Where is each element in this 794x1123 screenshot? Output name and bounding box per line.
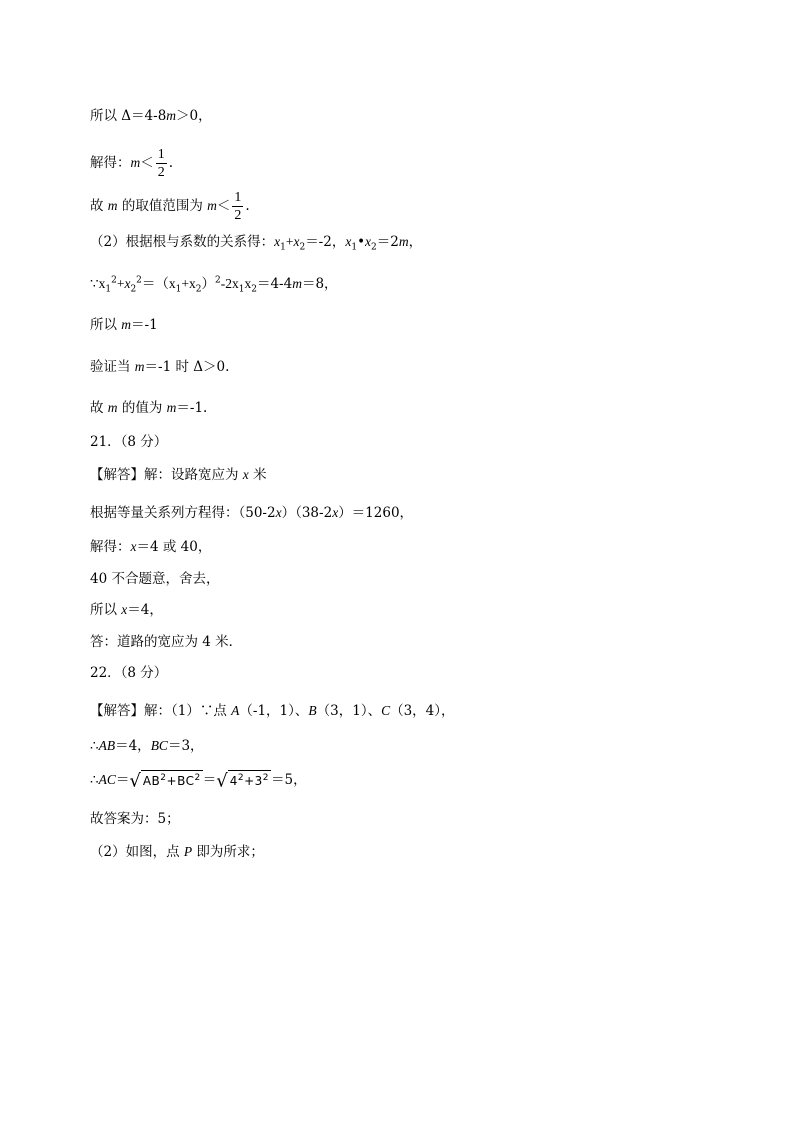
superscript: 2 <box>215 275 221 286</box>
superscript: 2 <box>262 773 270 783</box>
var-m: m <box>107 400 118 415</box>
square-root-2 <box>216 770 271 791</box>
subscript: 1 <box>105 284 112 295</box>
line-discard <box>90 570 219 588</box>
text: . <box>245 198 250 214</box>
text: 的值为 <box>117 400 167 416</box>
question-22-heading <box>90 664 167 682</box>
line-vieta <box>90 233 422 251</box>
text: ＜ <box>216 198 231 214</box>
line-x-value <box>90 601 163 619</box>
line-verify <box>90 358 229 376</box>
denominator: 2 <box>234 208 242 223</box>
var-x: x <box>244 276 252 291</box>
var-m: m <box>166 108 177 123</box>
text: 40 不合题意，舍去， <box>90 571 220 587</box>
text: 【解答】解：（1）∵点 <box>90 703 232 719</box>
line-ac-length <box>90 770 307 791</box>
text: 答：道路的宽应为 4 米． <box>90 634 243 650</box>
text: +3 <box>244 774 263 788</box>
point-p: P <box>183 844 193 859</box>
line-q21-answer <box>90 466 267 484</box>
text: 故 <box>90 198 108 214</box>
text: ＝-1 时 Δ＞0. <box>144 359 230 375</box>
text: ＞0， <box>176 108 212 124</box>
text: 解得： <box>90 155 131 171</box>
text: • <box>357 234 366 250</box>
text: ＝8， <box>301 276 338 292</box>
line-part-2 <box>90 843 264 861</box>
superscript: 2 <box>111 275 117 286</box>
text: 解得： <box>90 539 131 555</box>
subscript: 1 <box>238 284 245 295</box>
numerator: 1 <box>234 190 242 205</box>
text: ＝3， <box>167 738 204 754</box>
because-symbol: ∵ <box>90 276 99 292</box>
subscript: 1 <box>175 284 182 295</box>
fraction-half <box>232 189 243 224</box>
point-b: B <box>308 703 317 718</box>
text: （3，1）、 <box>316 703 382 719</box>
text: ＝4， <box>127 602 163 618</box>
text: 根据等量关系列方程得：（50-2 <box>90 505 276 521</box>
var-m: m <box>130 155 141 170</box>
text: ＝-2， <box>305 234 346 250</box>
square-root-1 <box>129 770 202 791</box>
text: （2）如图，点 <box>90 844 184 860</box>
var-x: x <box>242 467 249 482</box>
radicand <box>141 770 203 790</box>
text: ）＝1260， <box>338 505 414 521</box>
subscript: 2 <box>299 242 306 253</box>
segment-bc: BC <box>150 738 168 753</box>
text: ＝-1. <box>176 400 208 416</box>
superscript: 2 <box>194 773 201 783</box>
var-x: x <box>189 276 196 291</box>
var-m: m <box>207 198 217 213</box>
line-lengths <box>90 737 204 755</box>
text: ＝4， <box>115 738 151 754</box>
superscript: 2 <box>160 773 167 783</box>
var-x: x <box>231 276 239 291</box>
text: ＝ <box>115 771 130 788</box>
var-x: x <box>345 234 352 249</box>
var-x: x <box>365 234 372 249</box>
text: ） <box>201 276 215 292</box>
text: （3，4）， <box>390 703 455 719</box>
text: 所以 <box>90 317 122 333</box>
var-x: x <box>332 505 339 520</box>
var-x: x <box>275 505 282 520</box>
var-x: x <box>130 539 137 554</box>
text: ＝4 或 40， <box>136 539 212 555</box>
line-solve-m <box>90 146 173 181</box>
point-a: A <box>231 703 240 718</box>
text: ＝-1 <box>131 317 158 333</box>
line-solutions <box>90 538 211 556</box>
radical-sign: √ <box>216 770 228 792</box>
text: 【解答】解：设路宽应为 <box>90 467 243 483</box>
var-m: m <box>292 276 302 291</box>
text: . <box>168 155 174 171</box>
var-m: m <box>166 400 177 415</box>
text: 4 <box>229 774 238 788</box>
segment-ac: AC <box>98 771 116 787</box>
text: ＝2 <box>376 234 399 250</box>
text: + <box>116 276 125 291</box>
var-m: m <box>134 359 145 374</box>
superscript: 2 <box>136 275 142 286</box>
line-delta <box>90 107 212 125</box>
line-sum-squares <box>90 275 338 293</box>
line-equation <box>90 504 413 522</box>
text: （2）根据根与系数的关系得： <box>90 234 275 250</box>
text: ＝4-4 <box>256 276 293 292</box>
text: ， <box>408 234 423 250</box>
subscript: 2 <box>251 284 257 295</box>
var-x: x <box>274 234 281 249</box>
segment-ab: AB <box>98 738 116 753</box>
question-21-heading <box>90 433 167 451</box>
numerator: 1 <box>157 147 165 162</box>
text: +BC <box>166 774 195 788</box>
superscript: 2 <box>237 773 245 783</box>
text: + <box>181 276 190 291</box>
line-answer-21 <box>90 633 242 651</box>
var-m: m <box>398 234 409 249</box>
subscript: 2 <box>195 284 202 295</box>
therefore-symbol: ∴ <box>90 771 99 788</box>
subscript: 2 <box>371 242 377 253</box>
text: AB <box>142 774 161 788</box>
radical-sign: √ <box>129 770 141 792</box>
text: 22．（8 分） <box>90 665 168 681</box>
var-m: m <box>121 317 132 332</box>
text: ＜ <box>140 155 154 171</box>
text: + <box>285 234 294 249</box>
text: 所以 Δ＝4-8 <box>90 108 167 124</box>
line-points <box>90 702 455 720</box>
line-conclusion <box>90 399 207 417</box>
var-x: x <box>124 276 131 291</box>
therefore-symbol: ∴ <box>90 738 99 754</box>
text: ＝5， <box>271 771 307 788</box>
fraction-half <box>156 146 167 181</box>
text: -2 <box>220 276 232 291</box>
text: 故答案为：5； <box>90 811 180 827</box>
text: 故 <box>90 400 108 416</box>
subscript: 1 <box>280 242 286 253</box>
radicand <box>228 770 271 790</box>
text: 所以 <box>90 602 122 618</box>
line-range <box>90 189 250 224</box>
denominator: 2 <box>157 165 165 180</box>
text: 的取值范围为 <box>117 198 208 214</box>
subscript: 2 <box>130 284 137 295</box>
text: 21．（8 分） <box>90 434 168 450</box>
var-x: x <box>168 276 176 291</box>
text: ＝（ <box>141 276 169 292</box>
var-x: x <box>293 234 300 249</box>
point-c: C <box>381 703 391 718</box>
text: 米 <box>248 467 267 483</box>
subscript: 1 <box>351 242 358 253</box>
text: 即为所求； <box>192 844 264 860</box>
text: 验证当 <box>90 359 135 375</box>
text: ）（38-2 <box>281 505 333 521</box>
line-m-value <box>90 316 158 334</box>
text: （-1，1）、 <box>239 703 309 719</box>
var-m: m <box>107 198 118 213</box>
text: ＝ <box>202 771 217 788</box>
var-x: x <box>121 602 128 617</box>
line-answer-22-1 <box>90 810 180 828</box>
var-x: x <box>98 276 106 291</box>
